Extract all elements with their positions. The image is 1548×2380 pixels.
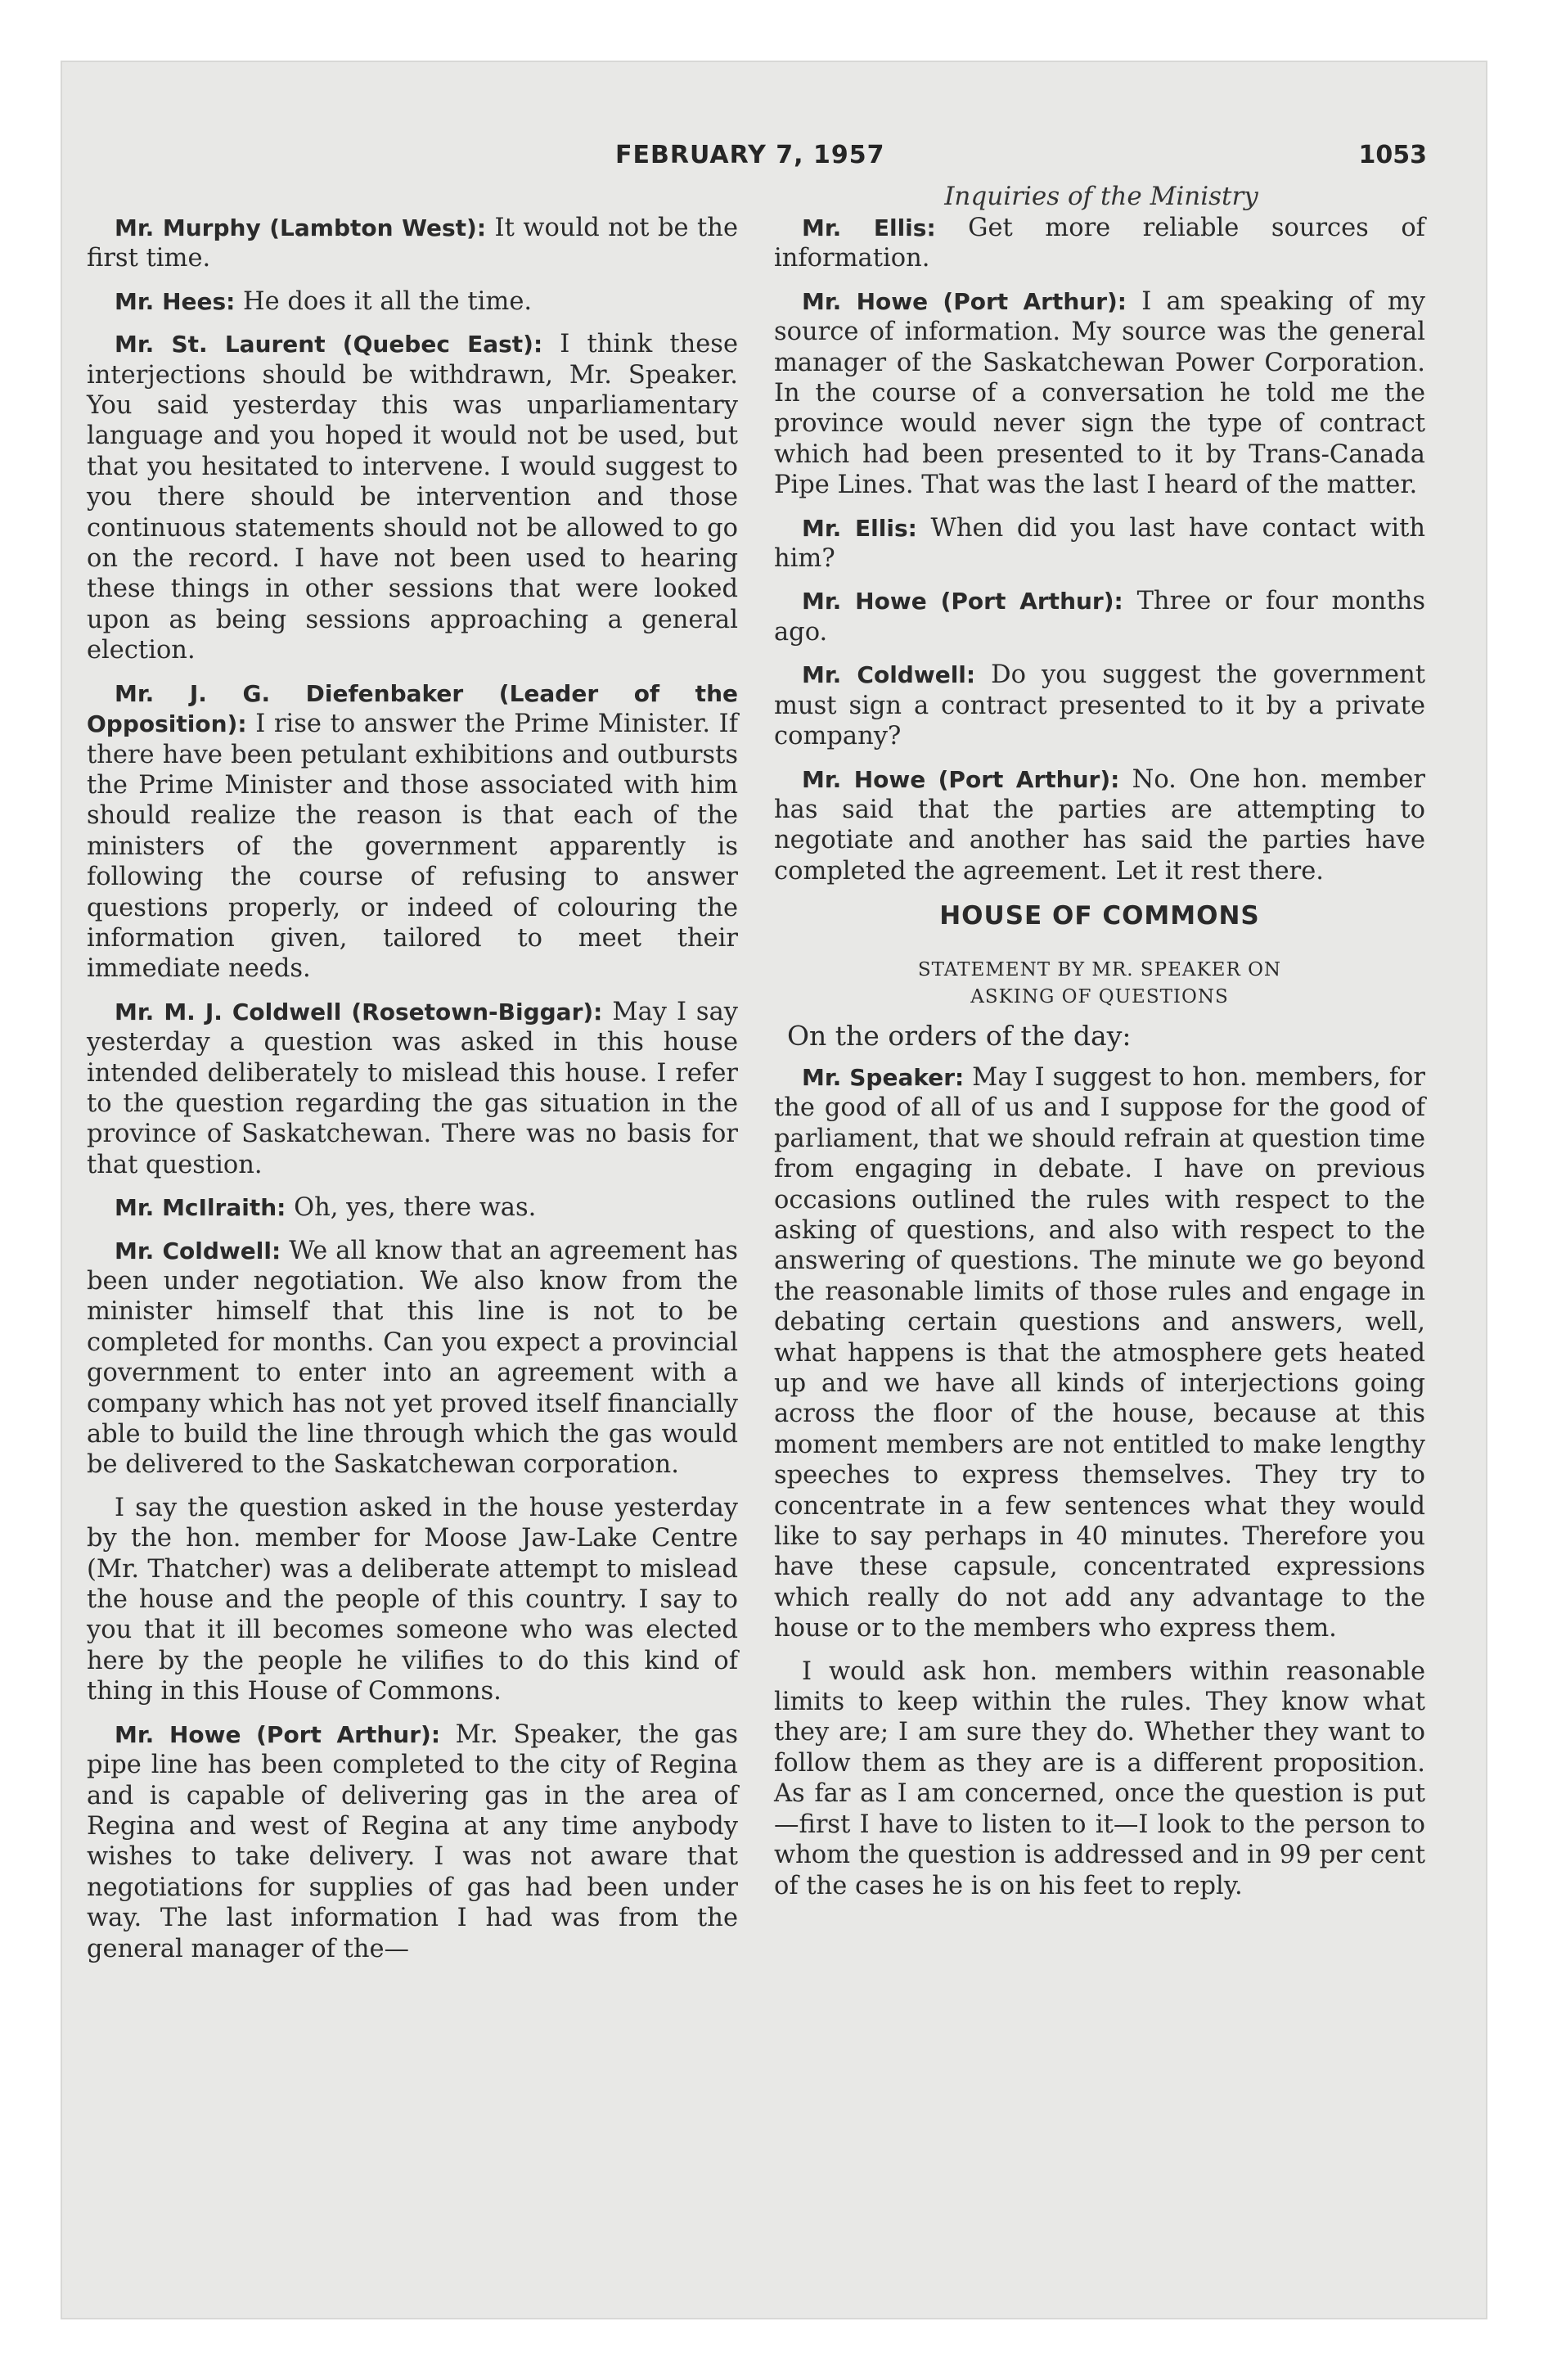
paragraph xyxy=(774,513,1425,575)
speaker-name: Mr. Howe (Port Arthur): xyxy=(802,588,1123,615)
page-number: 1053 xyxy=(1358,141,1427,169)
paragraph-text: Mr. Speaker, the gas pipe line has been completed to the city of Regina and is capable of delivering gas in the area of Regina and west of Regina at any time anybody wishes to take delivery. I was not aware that negotiations for supplies of gas had been under way. The last information I had was from the general manager of the— xyxy=(87,1720,738,1963)
section-subtitle-line2: ASKING OF QUESTIONS xyxy=(970,985,1229,1007)
speaker-name: Mr. Ellis: xyxy=(802,214,936,241)
paragraph xyxy=(87,1192,738,1223)
section-subtitle-line1: STATEMENT BY MR. SPEAKER ON xyxy=(917,958,1282,980)
speaker-name: Mr. Coldwell: xyxy=(802,661,976,689)
paragraph xyxy=(87,1493,738,1707)
section-subtitle xyxy=(774,957,1425,1011)
paragraph-text: I would ask hon. members within reasonable limits to keep within the rules. They know what they are; I am sure they do. Whether they want to follow them as they are is a different proposition. As far as I am concerned, once the question is put—first I have to listen to it—I look to the person to whom the question is addressed and in 99 per cent of the cases he is on his feet to reply. xyxy=(774,1657,1425,1900)
paragraph-text: May I say yesterday a question was asked in this house intended deliberately to mislead this house. I refer to the question regarding the gas situation in the province of Saskatchewan. There was no basis for that question. xyxy=(87,997,739,1179)
speaker-name: Mr. Howe (Port Arthur): xyxy=(802,765,1120,793)
paragraph xyxy=(774,1062,1425,1644)
paragraph xyxy=(774,286,1425,501)
section-title: HOUSE OF COMMONS xyxy=(939,901,1260,931)
running-title: Inquiries of the Ministry xyxy=(944,182,1258,211)
paragraph xyxy=(774,660,1425,751)
right-column-bottom xyxy=(774,1062,1425,1901)
paragraph-text: Do you suggest the government must sign a contract presented to it by a private company? xyxy=(774,660,1425,751)
paragraph-text: I rise to answer the Prime Minister. If there have been petulant exhibitions and outbursts the Prime Minister and those associated with him should realize the reason is that each of the ministers of the government apparently is following the course of refusing to answer questions properly, or indeed of colouring the information given, tailored to meet their immediate needs. xyxy=(87,710,738,984)
paragraph xyxy=(774,586,1425,647)
speaker-name: Mr. McIlraith: xyxy=(115,1194,286,1222)
speaker-name: Mr. Ellis: xyxy=(802,514,917,542)
right-column-top xyxy=(774,213,1425,886)
page-header xyxy=(615,141,1427,174)
paragraph xyxy=(87,213,738,274)
speaker-name: Mr. Speaker: xyxy=(802,1063,965,1091)
paragraph xyxy=(774,1657,1425,1901)
speaker-name: Mr. St. Laurent (Quebec East): xyxy=(115,331,543,358)
speaker-name: Mr. M. J. Coldwell (Rosetown-Biggar): xyxy=(115,998,603,1025)
paragraph-text: When did you last have contact with him? xyxy=(774,513,1425,574)
paragraph-text: May I suggest to hon. members, for the good of all of us and I suppose for the good of parliament, that we should refrain at question time from engaging in debate. I have on previous occasions outlined the rules with respect to the asking of questions, and also with respect to the answering of questions. The minute we go beyond the reasonable limits of those rules and engage in debating certain questions and answers, well, what happens is that the atmosphere gets heated up and we have all kinds of interjections going across the floor of the house, because at this moment members are not entitled to make lengthy speeches to express themselves. They try to concentrate in a few sentences what they would like to say perhaps in 40 minutes. Therefore you have these capsule, concentrated expressions which really do not add any advantage to the house or to the members who express them. xyxy=(774,1062,1425,1643)
orders-of-the-day: On the orders of the day: xyxy=(787,1019,1132,1052)
paragraph-text: We all know that an agreement has been under negotiation. We also know from the minister himself that this line is not to be completed for months. Can you expect a provincial government to enter into an agreement with a company which has not yet proved itself financially able to build the line through which the gas would be delivered to the Saskatchewan corporation. xyxy=(87,1236,738,1480)
header-date: FEBRUARY 7, 1957 xyxy=(615,141,885,169)
paragraph xyxy=(87,286,738,317)
paragraph-text: It would not be the first time. xyxy=(87,214,738,273)
paragraph xyxy=(774,764,1425,887)
paragraph-text: No. One hon. member has said that the parties are attempting to negotiate and another has said the parties have completed the agreement. Let it rest there. xyxy=(774,764,1425,886)
paragraph xyxy=(87,329,738,665)
speaker-name: Mr. Murphy (Lambton West): xyxy=(115,214,487,241)
speaker-name: Mr. Coldwell: xyxy=(115,1237,281,1264)
paragraph xyxy=(87,1720,738,1964)
left-column xyxy=(87,213,738,1977)
paragraph xyxy=(87,678,738,985)
speaker-name: Mr. Howe (Port Arthur): xyxy=(802,287,1127,315)
paragraph-text: He does it all the time. xyxy=(243,286,533,316)
paragraph-text: I say the question asked in the house yesterday by the hon. member for Moose Jaw-Lake Centre (Mr. Thatcher) was a deliberate attempt to mislead the house and the people of this country. I say to you that it ill becomes someone who was elected here by the people he vilifies to do this kind of thing in this House of Commons. xyxy=(87,1493,738,1706)
right-column xyxy=(774,213,1425,1913)
paragraph-text: I think these interjections should be withdrawn, Mr. Speaker. You said yesterday this was unparliamentary language and you hoped it would not be used, but that you hesitated to intervene. I would suggest to you there should be intervention and those continuous statements should not be allowed to go on the record. I have not been used to hearing these things in other sessions that were looked upon as being sessions approaching a general election. xyxy=(87,330,738,665)
paragraph xyxy=(774,213,1425,274)
paragraph-text: Oh, yes, there was. xyxy=(294,1193,537,1223)
speaker-name: Mr. Hees: xyxy=(115,287,236,315)
speaker-name: Mr. J. G. Diefenbaker (Leader of the Opposition): xyxy=(87,679,738,738)
speaker-name: Mr. Howe (Port Arthur): xyxy=(115,1720,441,1748)
paragraph-text: Get more reliable sources of information. xyxy=(774,214,1425,273)
paragraph xyxy=(87,997,738,1180)
paragraph xyxy=(87,1236,738,1481)
paragraph-text: I am speaking of my source of information. My source was the general manager of the Saskatchewan Power Corporation. In the course of a conversation he told me the province would never sign the type of contract which had been presented to it by Trans-Canada Pipe Lines. That was the last I heard of the matter. xyxy=(774,286,1425,500)
paragraph-text: Three or four months ago. xyxy=(774,587,1425,647)
